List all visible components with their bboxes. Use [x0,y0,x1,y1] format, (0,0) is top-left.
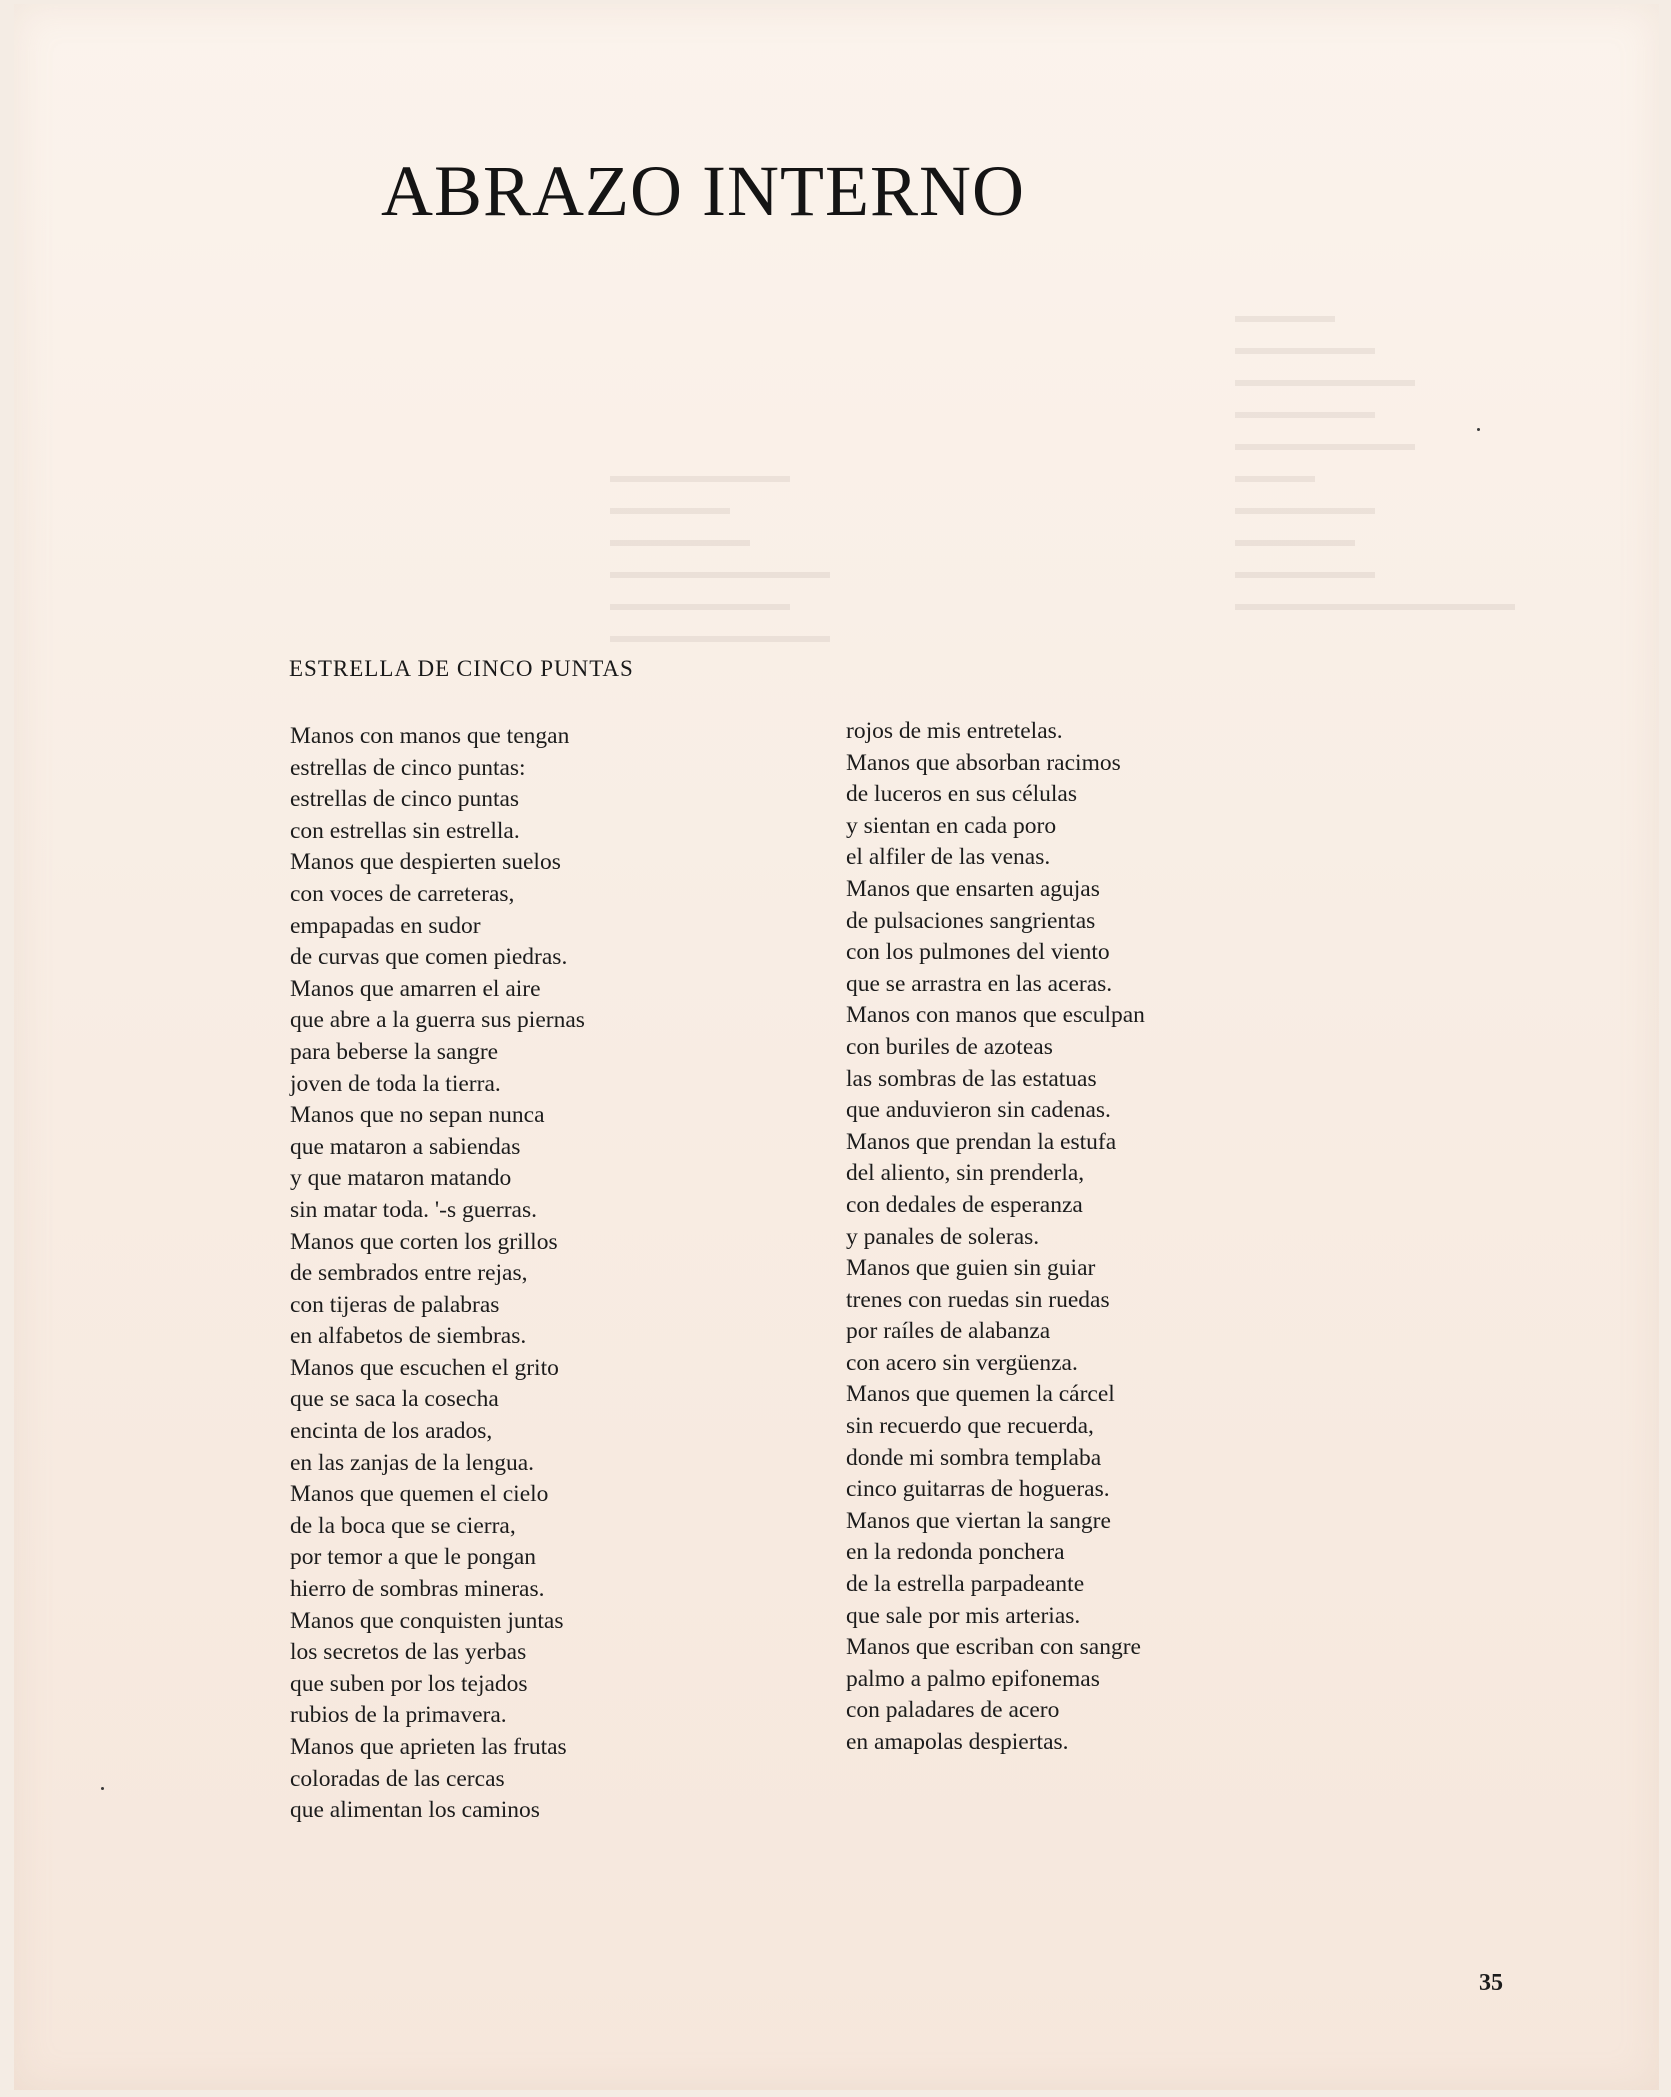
poem-line: Manos que quemen el cielo [290,1481,549,1508]
poem-line: sin matar toda. '-s guerras. [290,1196,537,1223]
poem-line: que alimentan los caminos [290,1797,540,1824]
poem-line: las sombras de las estatuas [846,1065,1097,1092]
poem-line: Manos que escuchen el grito [290,1354,559,1381]
poem-line: estrellas de cinco puntas: [290,754,526,781]
poem-line: Manos que conquisten juntas [290,1607,564,1634]
poem-line: y panales de soleras. [846,1223,1040,1250]
poem-line: de pulsaciones sangrientas [846,907,1096,934]
poem-line: Manos que amarren el aire [290,975,541,1002]
show-through-shadow: ▬▬▬▬▬ ▬▬▬▬▬▬▬ ▬▬▬▬▬▬▬▬▬ ▬▬▬▬▬▬▬ ▬▬▬▬▬▬▬▬▬ ▬▬▬▬ ▬▬▬▬▬▬▬ ▬▬▬▬▬▬ ▬▬▬▬▬▬▬ ▬▬▬▬▬▬▬▬▬▬▬▬▬▬ [1235,305,1515,615]
poem-line: para beberse la sangre [290,1038,499,1065]
poem-line: que suben por los tejados [290,1670,528,1697]
poem-line: Manos que corten los grillos [290,1228,558,1255]
poem-line: por raíles de alabanza [846,1318,1051,1345]
poem-line: trenes con ruedas sin ruedas [846,1286,1110,1313]
poem-line: palmo a palmo epifonemas [846,1665,1100,1692]
poem-line: coloradas de las cercas [290,1765,505,1792]
show-through-shadow: ▬▬▬▬▬▬▬▬▬ ▬▬▬▬▬▬ ▬▬▬▬▬▬▬ ▬▬▬▬▬▬▬▬▬▬▬ ▬▬▬▬▬▬▬▬▬ ▬▬▬▬▬▬▬▬▬▬▬ [610,465,830,647]
page-number: 35 [1479,1970,1503,1996]
poem-line: en las zanjas de la lengua. [290,1449,535,1476]
poem-line: Manos que prendan la estufa [846,1128,1117,1155]
poem-line: Manos que viertan la sangre [846,1507,1111,1534]
poem-line: con acero sin vergüenza. [846,1349,1078,1376]
poem-line: de la boca que se cierra, [290,1512,516,1539]
poem-line: con tijeras de palabras [290,1291,500,1318]
paper-speck [1477,428,1480,431]
poem-line: hierro de sombras mineras. [290,1576,545,1603]
poem-line: Manos que ensarten agujas [846,875,1100,902]
poem-line: Manos que no sepan nunca [290,1102,545,1129]
poem-line: de luceros en sus células [846,781,1078,808]
poem-line: y sientan en cada poro [846,812,1057,839]
poem-line: por temor a que le pongan [290,1544,537,1571]
poem-line: Manos con manos que esculpan [846,1002,1145,1029]
poem-line: Manos que escriban con sangre [846,1634,1141,1661]
poem-line: que se saca la cosecha [290,1386,499,1413]
poem-line: que abre a la guerra sus piernas [290,1007,585,1034]
poem-line: con voces de carreteras, [290,880,515,907]
poem-line: en amapolas despiertas. [846,1729,1069,1755]
poem-line: los secretos de las yerbas [290,1639,527,1666]
poem-line: estrellas de cinco puntas [290,786,520,813]
poem-line: en alfabetos de siembras. [290,1323,527,1350]
poem-column-left [290,721,585,1827]
poem-line: Manos que aprieten las frutas [290,1734,567,1760]
poem-line: con buriles de azoteas [846,1033,1053,1060]
poem-line: cinco guitarras de hogueras. [846,1476,1110,1503]
poem-title: ESTRELLA DE CINCO PUNTAS [289,656,634,681]
poem-line: con paladares de acero [846,1697,1060,1724]
poem-column-right [846,716,1145,1759]
poem-line: que anduvieron sin cadenas. [846,1097,1111,1124]
poem-line: Manos que absorban racimos [846,749,1121,776]
poem-line: con dedales de esperanza [846,1191,1083,1218]
poem-line: de curvas que comen piedras. [290,944,568,971]
poem-line: sin recuerdo que recuerda, [846,1413,1094,1440]
poem-line: el alfiler de las venas. [846,844,1051,871]
poem-line: Manos que quemen la cárcel [846,1381,1115,1408]
poem-line: rubios de la primavera. [290,1702,507,1729]
poem-line: en la redonda ponchera [846,1539,1065,1566]
poem-line: Manos que despierten suelos [290,849,561,876]
poem-line: y que mataron matando [290,1165,512,1192]
poem-line: Manos que guien sin guiar [846,1255,1096,1282]
poem-line: Manos con manos que tengan [290,723,570,749]
poem-line: que se arrastra en las aceras. [846,970,1113,997]
poem-line: rojos de mis entretelas. [846,718,1063,744]
poem-line: con estrellas sin estrella. [290,817,520,844]
paper-speck [101,1787,104,1790]
poem-line: del aliento, sin prenderla, [846,1160,1085,1187]
poem-line: que sale por mis arterias. [846,1602,1081,1629]
poem-line: encinta de los arados, [290,1418,493,1445]
poem-line: de sembrados entre rejas, [290,1260,528,1287]
poem-line: empapadas en sudor [290,912,481,939]
poem-line: joven de toda la tierra. [290,1070,501,1097]
poem-line: con los pulmones del viento [846,939,1110,966]
poem-line: que mataron a sabiendas [290,1133,521,1160]
page-title: ABRAZO INTERNO [381,151,1025,231]
poem-line: de la estrella parpadeante [846,1571,1085,1598]
poem-line: donde mi sombra templaba [846,1444,1102,1471]
